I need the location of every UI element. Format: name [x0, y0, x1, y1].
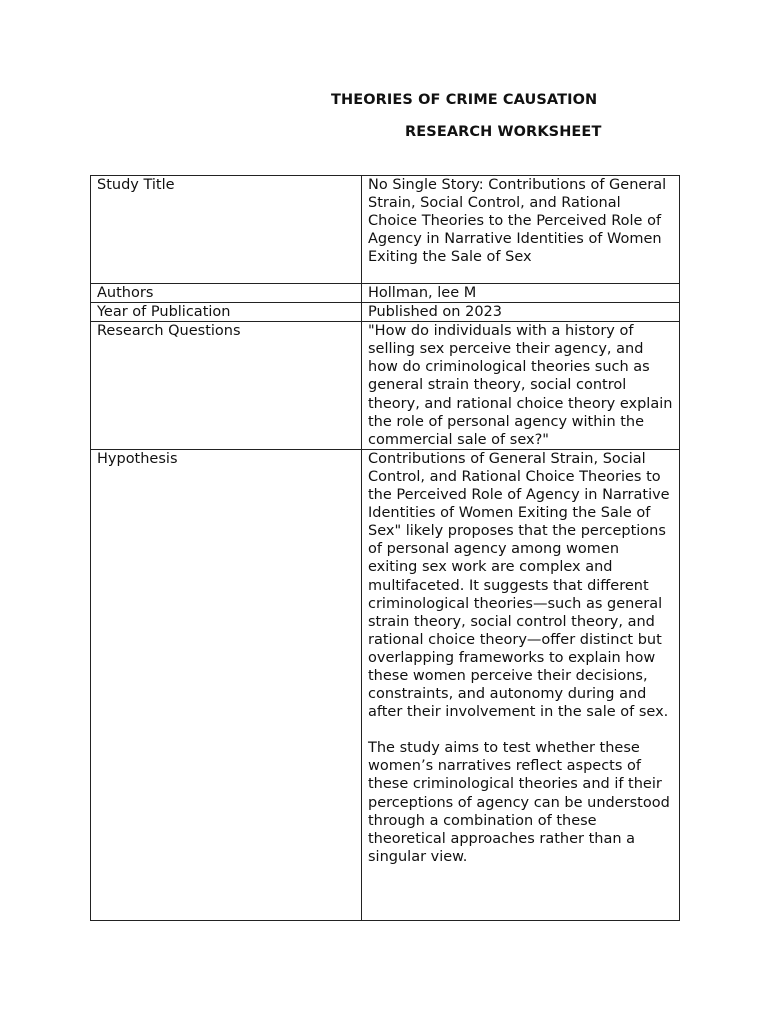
year-value: Published on 2023: [362, 303, 680, 322]
table-row-authors: [91, 284, 680, 303]
worksheet-table: [90, 175, 680, 921]
hypothesis-value: [362, 449, 680, 920]
table-row-hypothesis: [91, 449, 680, 920]
document-subtitle: RESEARCH WORKSHEET: [405, 124, 602, 140]
hypothesis-label: Hypothesis: [91, 449, 362, 920]
table-row-study-title: [91, 176, 680, 284]
hypothesis-paragraph: The study aims to test whether these women’s narratives reflect aspects of these criminological theories and if their perceptions of agency can be understood through a combination of these theoretical approaches rather than a singular view.: [368, 740, 670, 865]
table-row-year: [91, 303, 680, 322]
study-title-label: Study Title: [91, 176, 362, 284]
year-label: Year of Publication: [91, 303, 362, 322]
study-title-value: No Single Story: Contributions of General Strain, Social Control, and Rational Choice Theories to the Perceived Role of Agency in Narrative Identities of Women Exiting the Sale of Sex: [362, 176, 680, 284]
table-row-research-questions: [91, 322, 680, 450]
hypothesis-paragraph: Contributions of General Strain, Social Control, and Rational Choice Theories to the Perceived Role of Agency in Narrative Identities of Women Exiting the Sale of Sex" likely proposes that the perceptions of personal agency among women exiting sex work are complex and multifaceted. It suggests that different criminological theories—such as general strain theory, social control theory, and rational choice theory—offer distinct but overlapping frameworks to explain how these women perceive their decisions, constraints, and autonomy during and after their involvement in the sale of sex.: [368, 450, 670, 721]
document-title: THEORIES OF CRIME CAUSATION: [331, 92, 598, 108]
research-questions-label: Research Questions: [91, 322, 362, 450]
research-questions-value: "How do individuals with a history of selling sex perceive their agency, and how do criminological theories such as general strain theory, social control theory, and rational choice theory explain the role of personal agency within the commercial sale of sex?": [362, 322, 680, 450]
authors-label: Authors: [91, 284, 362, 303]
authors-value: Hollman, lee M: [362, 284, 680, 303]
